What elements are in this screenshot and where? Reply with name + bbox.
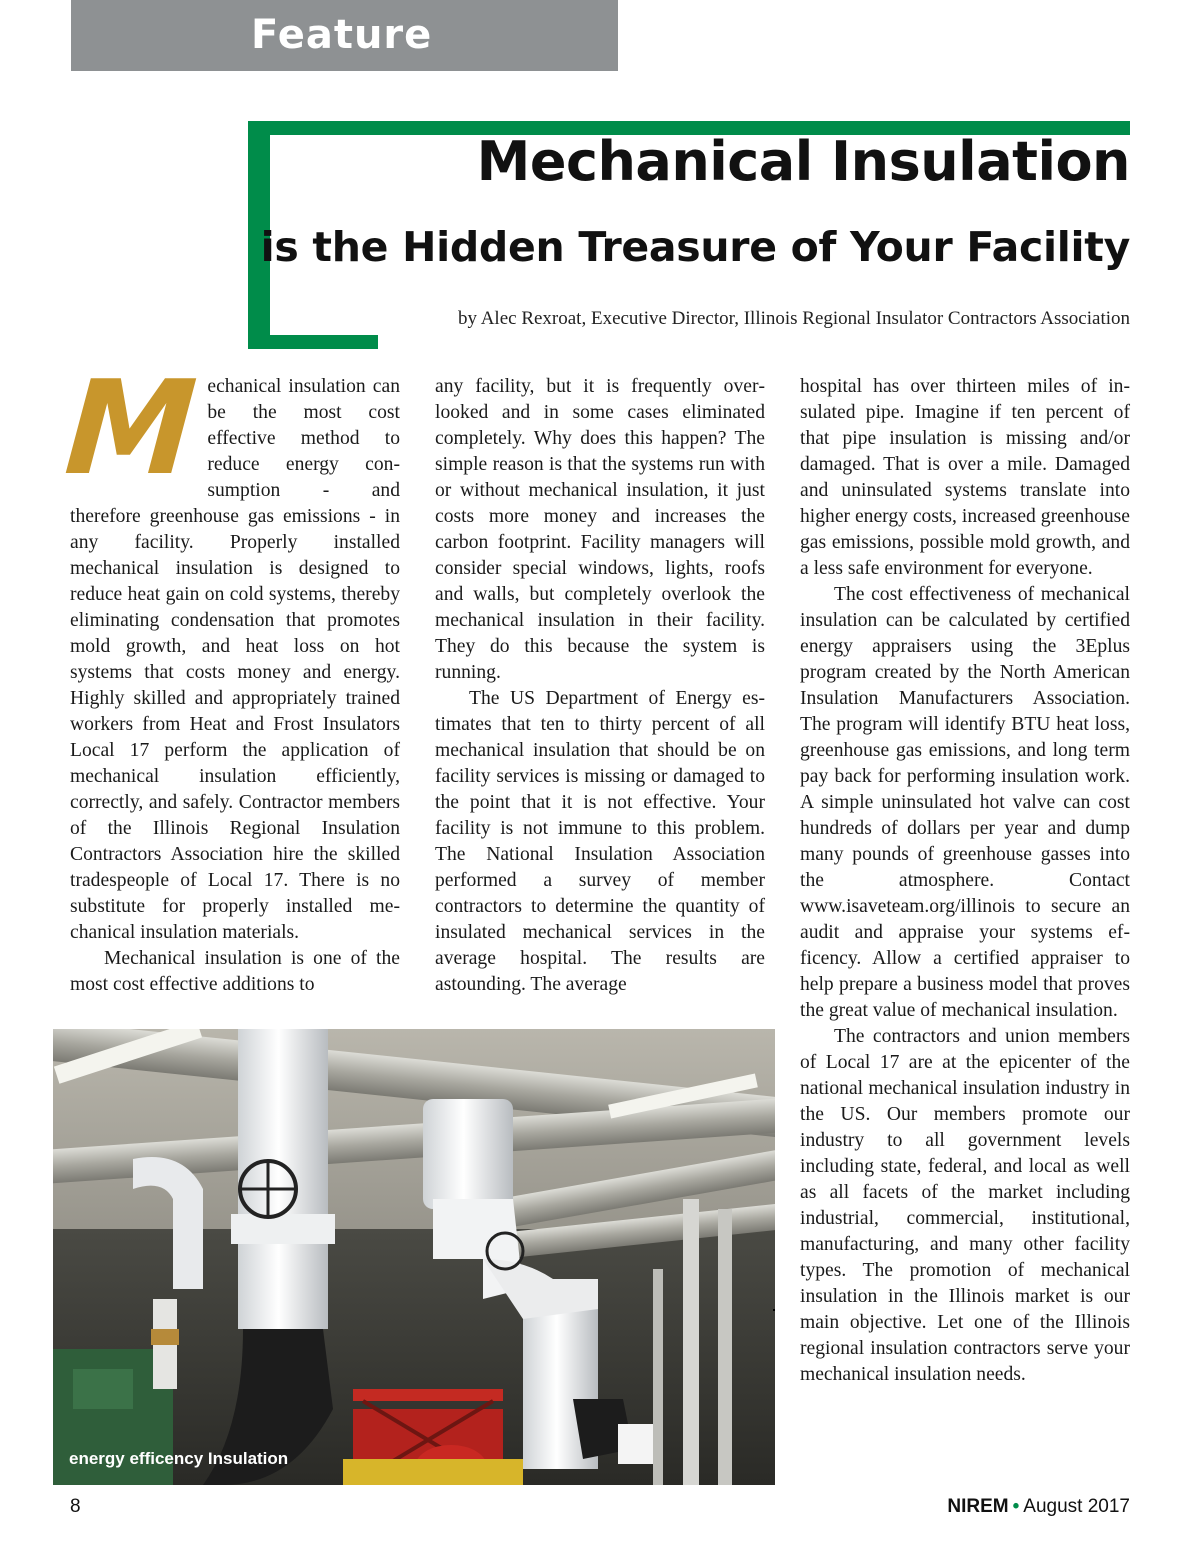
issue-date: August 2017 bbox=[1023, 1496, 1130, 1517]
insulation-photo bbox=[53, 1029, 775, 1485]
paragraph: The cost effectiveness of mechanical insulation can be calculated by certified energy appraisers using the 3Eplus program created by the North American Insulation Manufacturers Association. The program will identify BTU heat loss, greenhouse gas emissions, and long term pay back for performing insulation work. A simple uninsulated hot valve can cost hundreds of dollars per year and dump many pounds of greenhouse gasses into the atmosphere. Contact www.isaveteam.org/illinois to secure an audit and appraise your systems efficency. Allow a certified appraiser to help prepare a business model that proves the great value of mechanical insulation. bbox=[800, 584, 1130, 1021]
paragraph: hospital has over thirteen miles of insulated pipe. Imagine if ten percent of that pipe insulation is missing and/or damaged. That is over a mile. Damaged and uninsulated systems translate into higher energy costs, increased greenhouse gas emissions, possible mold growth, and a less safe environment for everyone. bbox=[800, 376, 1130, 579]
paragraph: Mechanical insulation is one of the most cost effective additions to bbox=[70, 948, 400, 995]
paragraph: any facility, but it is frequently overlooked and in some cases eliminated completely. Why does this happen? The simple reason is that the systems run with or without mechanical insulation, it just costs more money and increases the carbon footprint. Facility managers will consider special windows, lights, roofs and walls, but completely overlook the mechanical insulation in their facility. They do this because the system is running. bbox=[435, 376, 765, 683]
publication-name: NIREM bbox=[947, 1496, 1009, 1517]
section-tab bbox=[71, 0, 618, 71]
article-column-3 bbox=[800, 374, 1130, 1388]
article-column-1 bbox=[60, 352, 400, 998]
article-column-2 bbox=[435, 374, 765, 998]
title-bracket-bottom bbox=[248, 335, 378, 349]
paragraph: The contractors and union members of Local 17 are at the epicenter of the national mechanical insulation industry in the US. Our members promote our industry to all government levels including state, federal, and local as well as all facets of the market including industrial, commercial, institutional, manufacturing, and many other facility types. The promotion of mechanical insulation in the Illinois market is our main objective. Let one of the Illinois regional insulation contractors serve your mechanical insulation needs. bbox=[800, 1026, 1130, 1385]
article-byline: by Alec Rexroat, Executive Director, Illinois Regional Insulator Contractors Association bbox=[458, 308, 1130, 329]
article-title: Mechanical Insulation bbox=[476, 130, 1130, 193]
page-number: 8 bbox=[70, 1496, 81, 1517]
footer-publication bbox=[947, 1496, 1130, 1518]
paragraph: echanical insulation can be the most cost effective method to reduce energy consumption - and therefore greenhouse gas emissions - in any facility. Properly installed mechanical insulation is designed to reduce heat gain on cold systems, thereby eliminating condensation that promotes mold growth, and heat loss on hot systems that costs money and energy. Highly skilled and appropriately trained workers from Heat and Frost Insulators Local 17 perform the application of mechanical insulation efficiently, correctly, and safely. Contractor members of the Illinois Regional Insulation Contractors Association hire the skilled tradespeople of Local 17. There is no substitute for properly installed mechanical insulation materials. bbox=[70, 376, 400, 943]
photo-illustration bbox=[53, 1029, 775, 1485]
section-label: Feature bbox=[251, 12, 433, 58]
drop-cap: M bbox=[60, 352, 201, 504]
article-subtitle: is the Hidden Treasure of Your Facility bbox=[260, 223, 1130, 271]
photo-caption: energy efficency Insulation bbox=[69, 1449, 289, 1468]
paragraph: The US Department of Energy estimates that ten to thirty percent of all mechanical insulation that should be on facility services is missing or damaged to the point that it is not effective. Your facility is not immune to this problem. The National Insulation Association performed a survey of member contractors to determine the quantity of insulated mechanical services in the average hospital. The results are astounding. The average bbox=[435, 688, 765, 995]
separator-bullet: • bbox=[1012, 1496, 1020, 1517]
